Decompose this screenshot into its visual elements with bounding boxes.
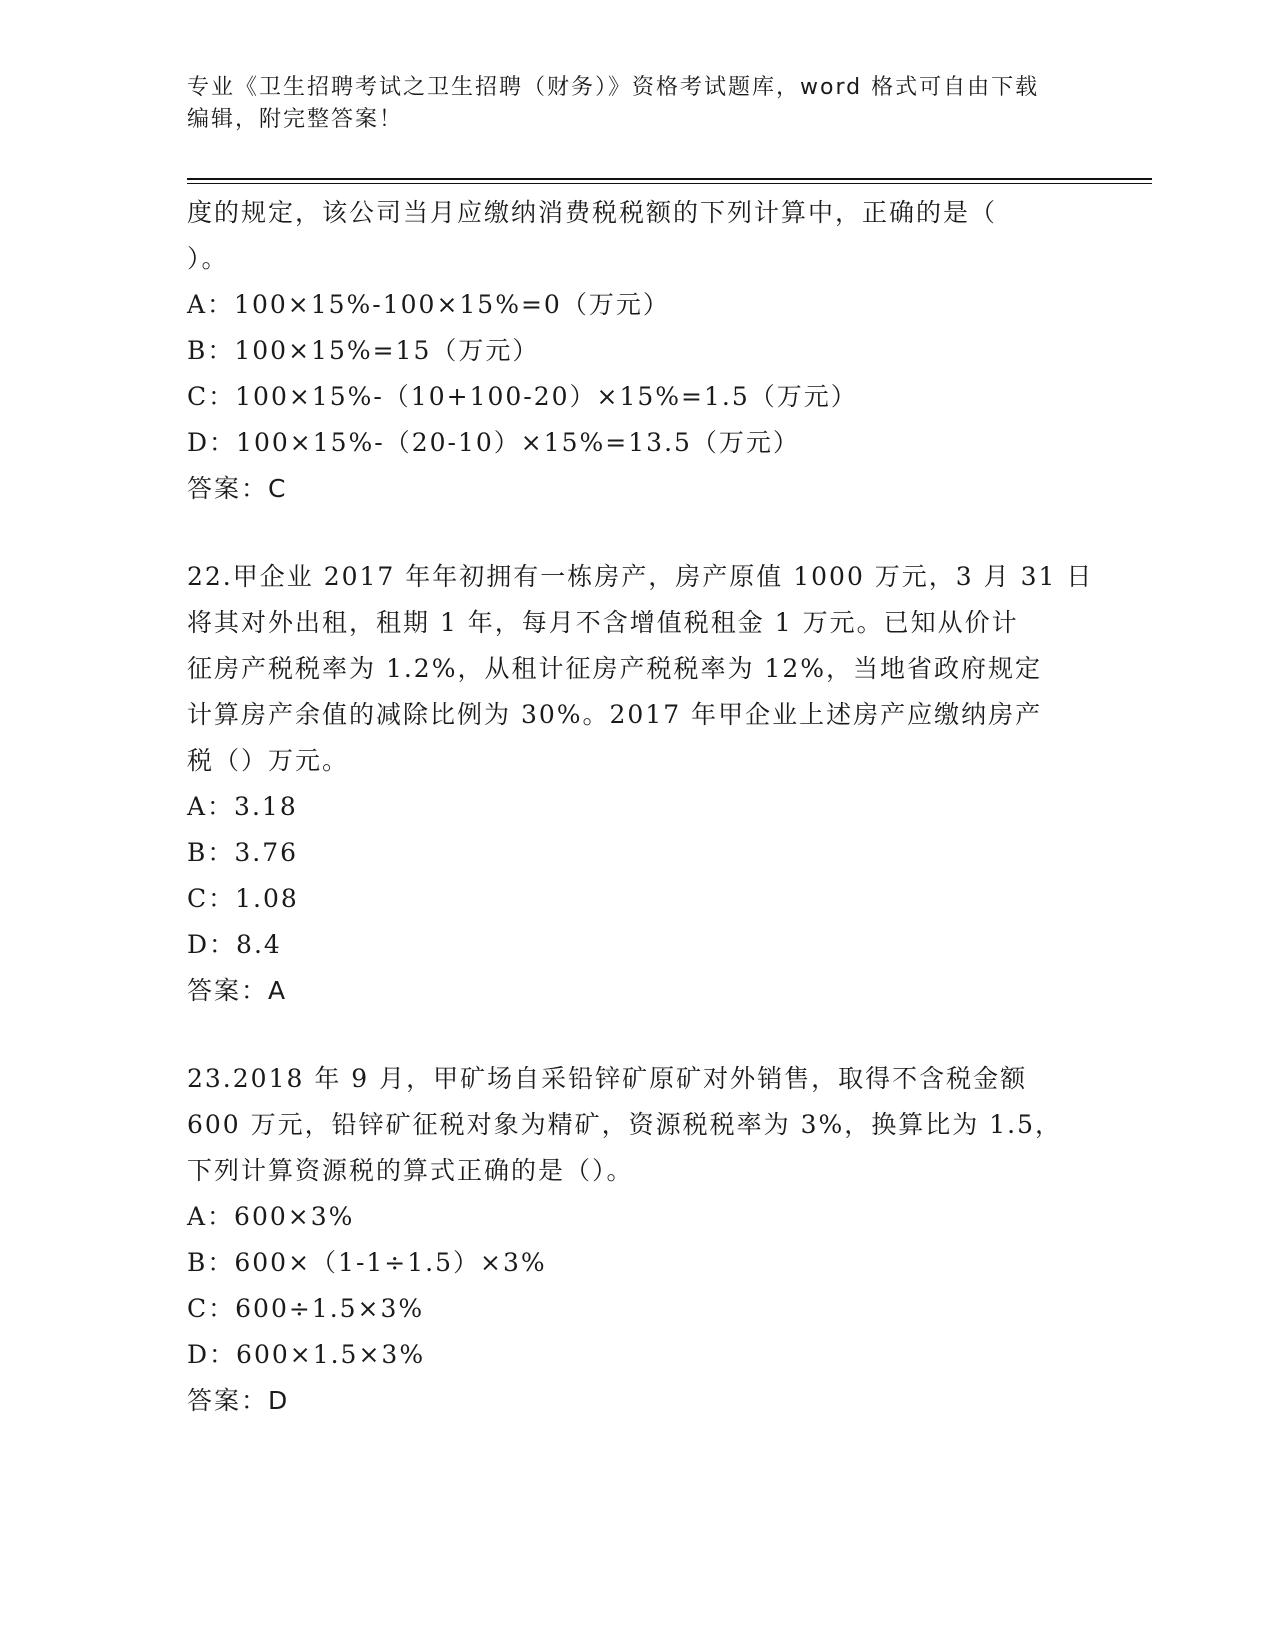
option-b: B：100×15%=15（万元） [187,336,540,365]
option-c: C：600÷1.5×3% [187,1294,425,1323]
question-stem-line: 将其对外出租，租期 1 年，每月不含增值税租金 1 万元。已知从价计 [187,608,1019,637]
question-stem-line: 22.甲企业 2017 年年初拥有一栋房产，房产原值 1000 万元，3 月 31 日 [187,562,1094,591]
question-spacer [187,512,1087,554]
option-c: C：100×15%-（10+100-20）×15%=1.5（万元） [187,382,858,411]
answer-line: 答案：D [187,1386,290,1415]
answer-line: 答案：C [187,474,288,503]
option-d: D：100×15%-（20-10）×15%=13.5（万元） [187,428,800,457]
question-spacer [187,1014,1087,1056]
question-stem-line: 税（）万元。 [187,746,350,775]
header-divider-thin [187,183,1152,184]
question-stem-line: 度的规定，该公司当月应缴纳消费税税额的下列计算中，正确的是（ [187,198,998,227]
option-c: C：1.08 [187,884,299,913]
header-line-1: 专业《卫生招聘考试之卫生招聘（财务）》资格考试题库，word 格式可自由下载 [187,75,1040,100]
question-stem-line: 23.2018 年 9 月，甲矿场自采铅锌矿原矿对外销售，取得不含税金额 [187,1064,1028,1093]
question-22 [187,554,1094,1014]
option-b: B：600×（1-1÷1.5）×3% [187,1248,547,1277]
document-body [187,190,1094,1424]
option-a: A：600×3% [187,1202,355,1231]
header-divider-thick [187,178,1152,180]
answer-line: 答案：A [187,976,288,1005]
option-a: A：100×15%-100×15%=0（万元） [187,290,670,319]
question-stem-line: 下列计算资源税的算式正确的是（）。 [187,1156,634,1185]
option-d: D：600×1.5×3% [187,1340,426,1369]
option-a: A：3.18 [187,792,298,821]
question-stem-line: 计算房产余值的减除比例为 30%。2017 年甲企业上述房产应缴纳房产 [187,700,1043,729]
header-line-2: 编辑，附完整答案！ [187,107,404,132]
question-stem-line: ）。 [187,244,229,273]
question-23 [187,1056,1087,1424]
option-d: D：8.4 [187,930,282,959]
question-21 [187,190,1087,512]
document-header [187,72,1087,136]
question-stem-line: 600 万元，铅锌矿征税对象为精矿，资源税税率为 3%，换算比为 1.5， [187,1110,1062,1139]
option-b: B：3.76 [187,838,299,867]
question-stem-line: 征房产税税率为 1.2%，从租计征房产税税率为 12%，当地省政府规定 [187,654,1042,683]
